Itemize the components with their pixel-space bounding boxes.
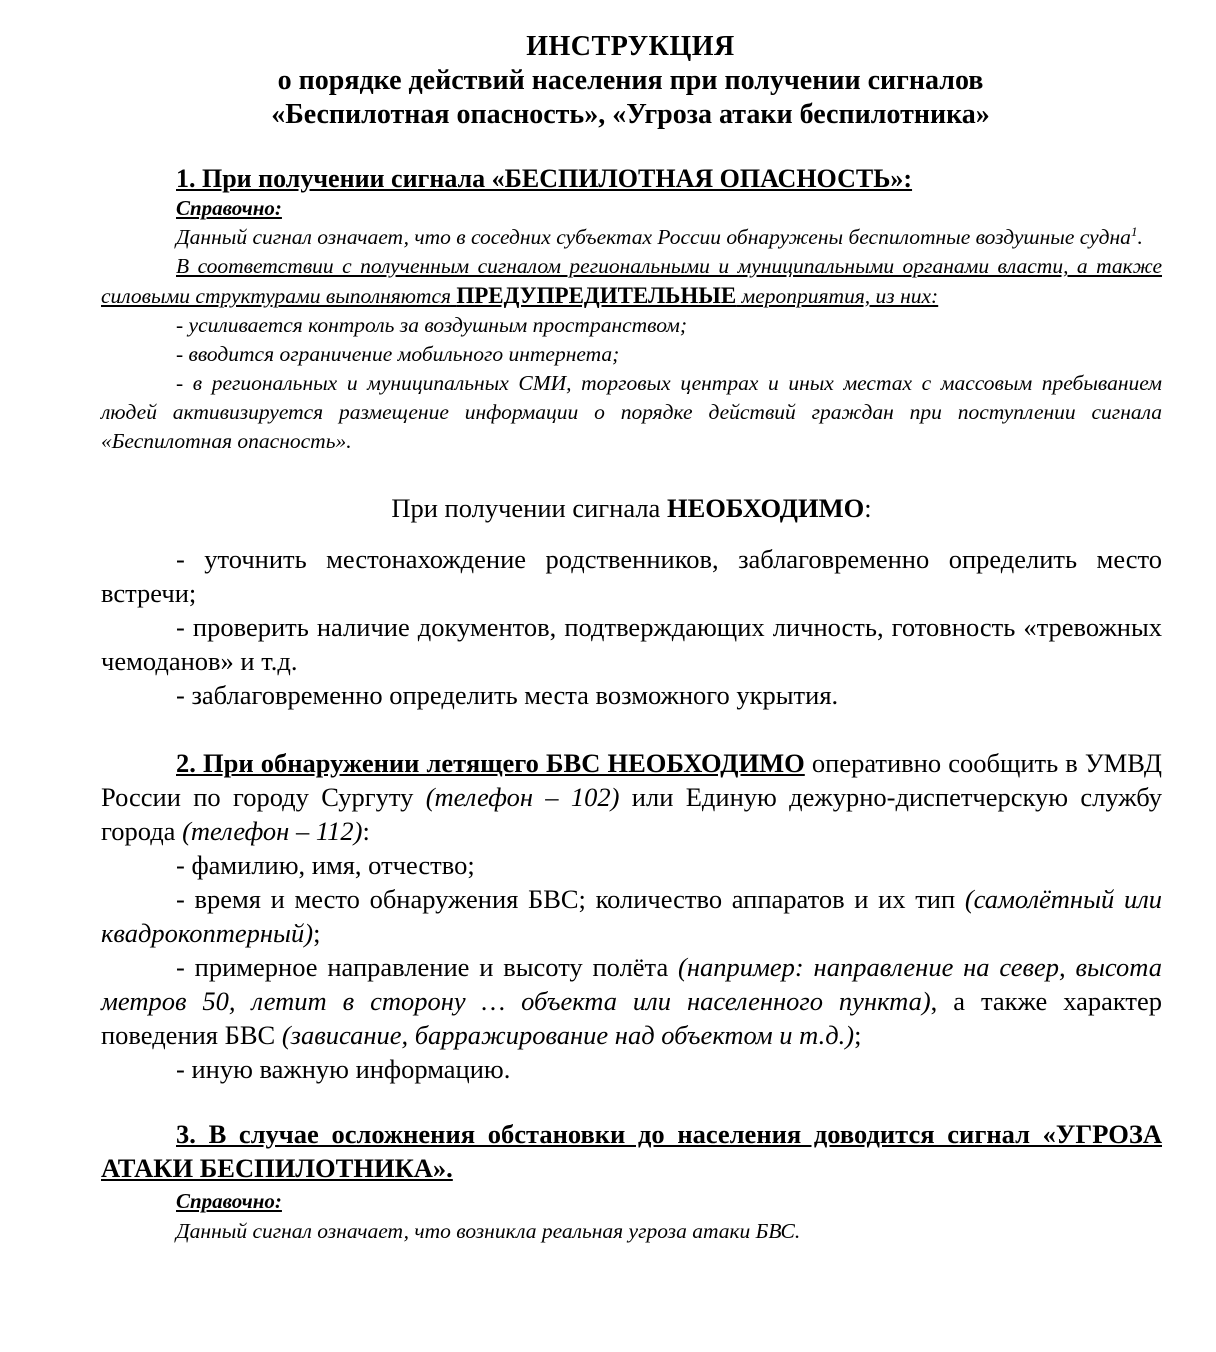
section2-item-name: - фамилию, имя, отчество;: [176, 850, 475, 880]
section1-measures-intro: В соответствии с полученным сигналом региональными и муниципальными органами власти, а также силовыми структурами выполняются ПРЕДУПРЕДИТЕЛЬНЫЕ мероприятия, из них:: [101, 254, 1162, 308]
section1-measure-1: - усиливается контроль за воздушным пространством;: [176, 313, 688, 337]
phone-102: (телефон – 102): [425, 782, 620, 812]
section1-action-1: - уточнить местонахождение родственников, заблаговременно определить место встречи;: [101, 544, 1162, 608]
section3-heading: 3. В случае осложнения обстановки до населения доводится сигнал «УГРОЗА АТАКИ БЕСПИЛОТНИКА».: [101, 1119, 1162, 1183]
document-title-block: [99, 30, 1162, 132]
section1-meaning: Данный сигнал означает, что в соседних субъектах России обнаружены беспилотные воздушные судна$^1$.: [176, 223, 1143, 249]
document-subtitle-line2: «Беспилотная опасность», «Угроза атаки беспилотника»: [271, 99, 990, 130]
document-subtitle-line1: о порядке действий населения при получении сигналов: [277, 65, 984, 96]
phone-112: (телефон – 112): [182, 816, 363, 846]
section2-heading: 2. При обнаружении летящего БВС НЕОБХОДИМО: [176, 748, 805, 778]
document-title: ИНСТРУКЦИЯ: [526, 31, 735, 62]
section1-measure-3: - в региональных и муниципальных СМИ, торговых центрах и иных местах с массовым пребыванием людей активизируется размещение информации о порядке действий граждан при поступлении сигнала «Беспилотная опасность».: [101, 371, 1162, 453]
section2-item-direction: - примерное направление и высоту полёта (например: направление на север, высота метров 50, летит в сторону … объекта или населенного пункта), а также характер поведения БВС (зависание, барражирование над объектом и т.д.);: [101, 952, 1162, 1050]
section2-paragraph: 2. При обнаружении летящего БВС НЕОБХОДИМО оперативно сообщить в УМВД России по городу Сургуту (телефон – 102) или Единую дежурно-диспетчерскую службу города (телефон – 112):: [101, 748, 1162, 846]
section1-action-2: - проверить наличие документов, подтверждающих личность, готовность «тревожных чемоданов» и т.д.: [101, 612, 1162, 676]
preventive-emphasis: ПРЕДУПРЕДИТЕЛЬНЫЕ: [456, 283, 737, 308]
section2-item-time: - время и место обнаружения БВС; количество аппаратов и их тип (самолётный или квадрокоптерный);: [101, 884, 1162, 948]
section1-measure-2: - вводится ограничение мобильного интернета;: [176, 342, 620, 366]
section3-reference-label: Справочно:: [176, 1189, 282, 1213]
section1-reference-label: Справочно:: [176, 196, 282, 220]
section1-heading: 1. При получении сигнала «БЕСПИЛОТНАЯ ОПАСНОСТЬ»:: [176, 164, 913, 193]
section1-necessary-line: При получении сигнала НЕОБХОДИМО:: [391, 493, 872, 523]
section1-action-3: - заблаговременно определить места возможного укрытия.: [176, 680, 839, 710]
section2-item-other: - иную важную информацию.: [176, 1054, 511, 1084]
footnote-mark: 1: [1130, 223, 1138, 239]
section3-meaning: Данный сигнал означает, что возникла реальная угроза атаки БВС.: [176, 1219, 801, 1243]
